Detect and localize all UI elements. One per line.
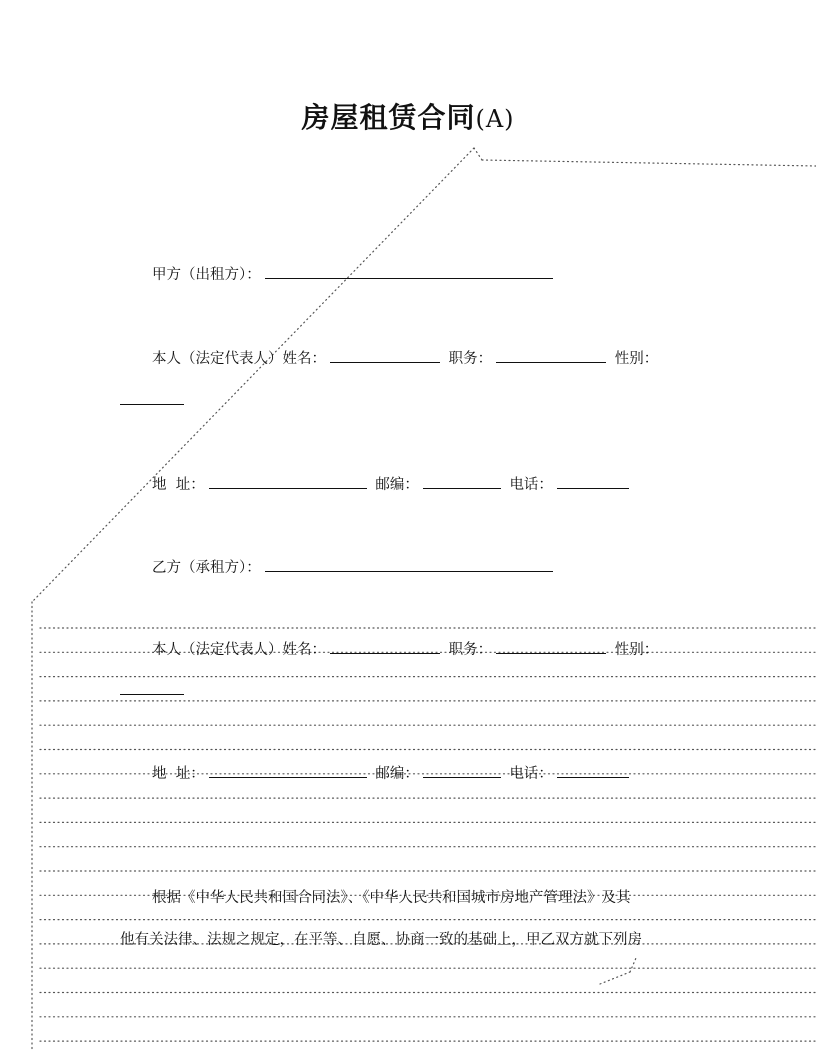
party-b-phone-label: 电话： [509,766,553,782]
party-b-line [152,555,557,577]
title-main: 房屋租赁合同 [301,101,476,134]
party-a-phone-label: 电话： [509,477,553,493]
party-b-address-line [152,761,633,783]
party-a-phone-blank[interactable] [557,472,629,489]
party-b-address-blank[interactable] [209,761,367,778]
party-b-name-blank[interactable] [265,555,553,572]
dotted-diagonal [32,148,474,602]
party-a-rep-name-label: 本人（法定代表人）姓名： [152,351,326,367]
party-a-address-label: 地 址： [152,477,205,493]
title-suffix: (A) [475,105,515,133]
dotted-curve-bottom [600,972,630,984]
party-a-address-blank[interactable] [209,472,367,489]
party-b-rep-name-label: 本人（法定代表人）姓名： [152,642,326,658]
party-a-address-line [152,472,633,494]
party-b-rep-line [152,637,658,659]
party-b-rep-gender-label: 性别： [614,642,659,658]
party-b-rep-position-blank[interactable] [496,637,606,654]
party-a-rep-name-blank[interactable] [330,346,440,363]
party-a-rep-position-label: 职务： [448,351,493,367]
dotted-curve-bottom [630,958,636,972]
dotted-top-line [482,160,816,166]
party-a-rep-gender-label: 性别： [614,351,659,367]
party-a-label: 甲方（出租方）： [152,267,261,283]
document-title [0,96,816,136]
preamble-line-2: 他有关法律、法规之规定，在平等、自愿、协商一致的基础上，甲乙双方就下列房 [120,932,642,948]
party-b-phone-blank[interactable] [557,761,629,778]
party-b-address-label: 地 址： [152,766,205,782]
party-a-postcode-blank[interactable] [423,472,501,489]
party-a-name-blank[interactable] [265,262,553,279]
party-a-postcode-label: 邮编： [375,477,419,493]
party-a-line [152,262,557,284]
party-b-postcode-label: 邮编： [375,766,419,782]
preamble-line-1: 根据《中华人民共和国合同法》、《中华人民共和国城市房地产管理法》及其 [152,890,631,906]
dotted-curve [474,148,482,160]
party-b-rep-position-label: 职务： [448,642,493,658]
party-a-rep-position-blank[interactable] [496,346,606,363]
party-b-rep-gender-blank[interactable] [120,678,184,695]
party-b-label: 乙方（承租方）： [152,560,261,576]
party-b-postcode-blank[interactable] [423,761,501,778]
party-b-rep-name-blank[interactable] [330,637,440,654]
party-a-rep-gender-blank[interactable] [120,388,184,405]
party-a-rep-line [152,346,658,368]
